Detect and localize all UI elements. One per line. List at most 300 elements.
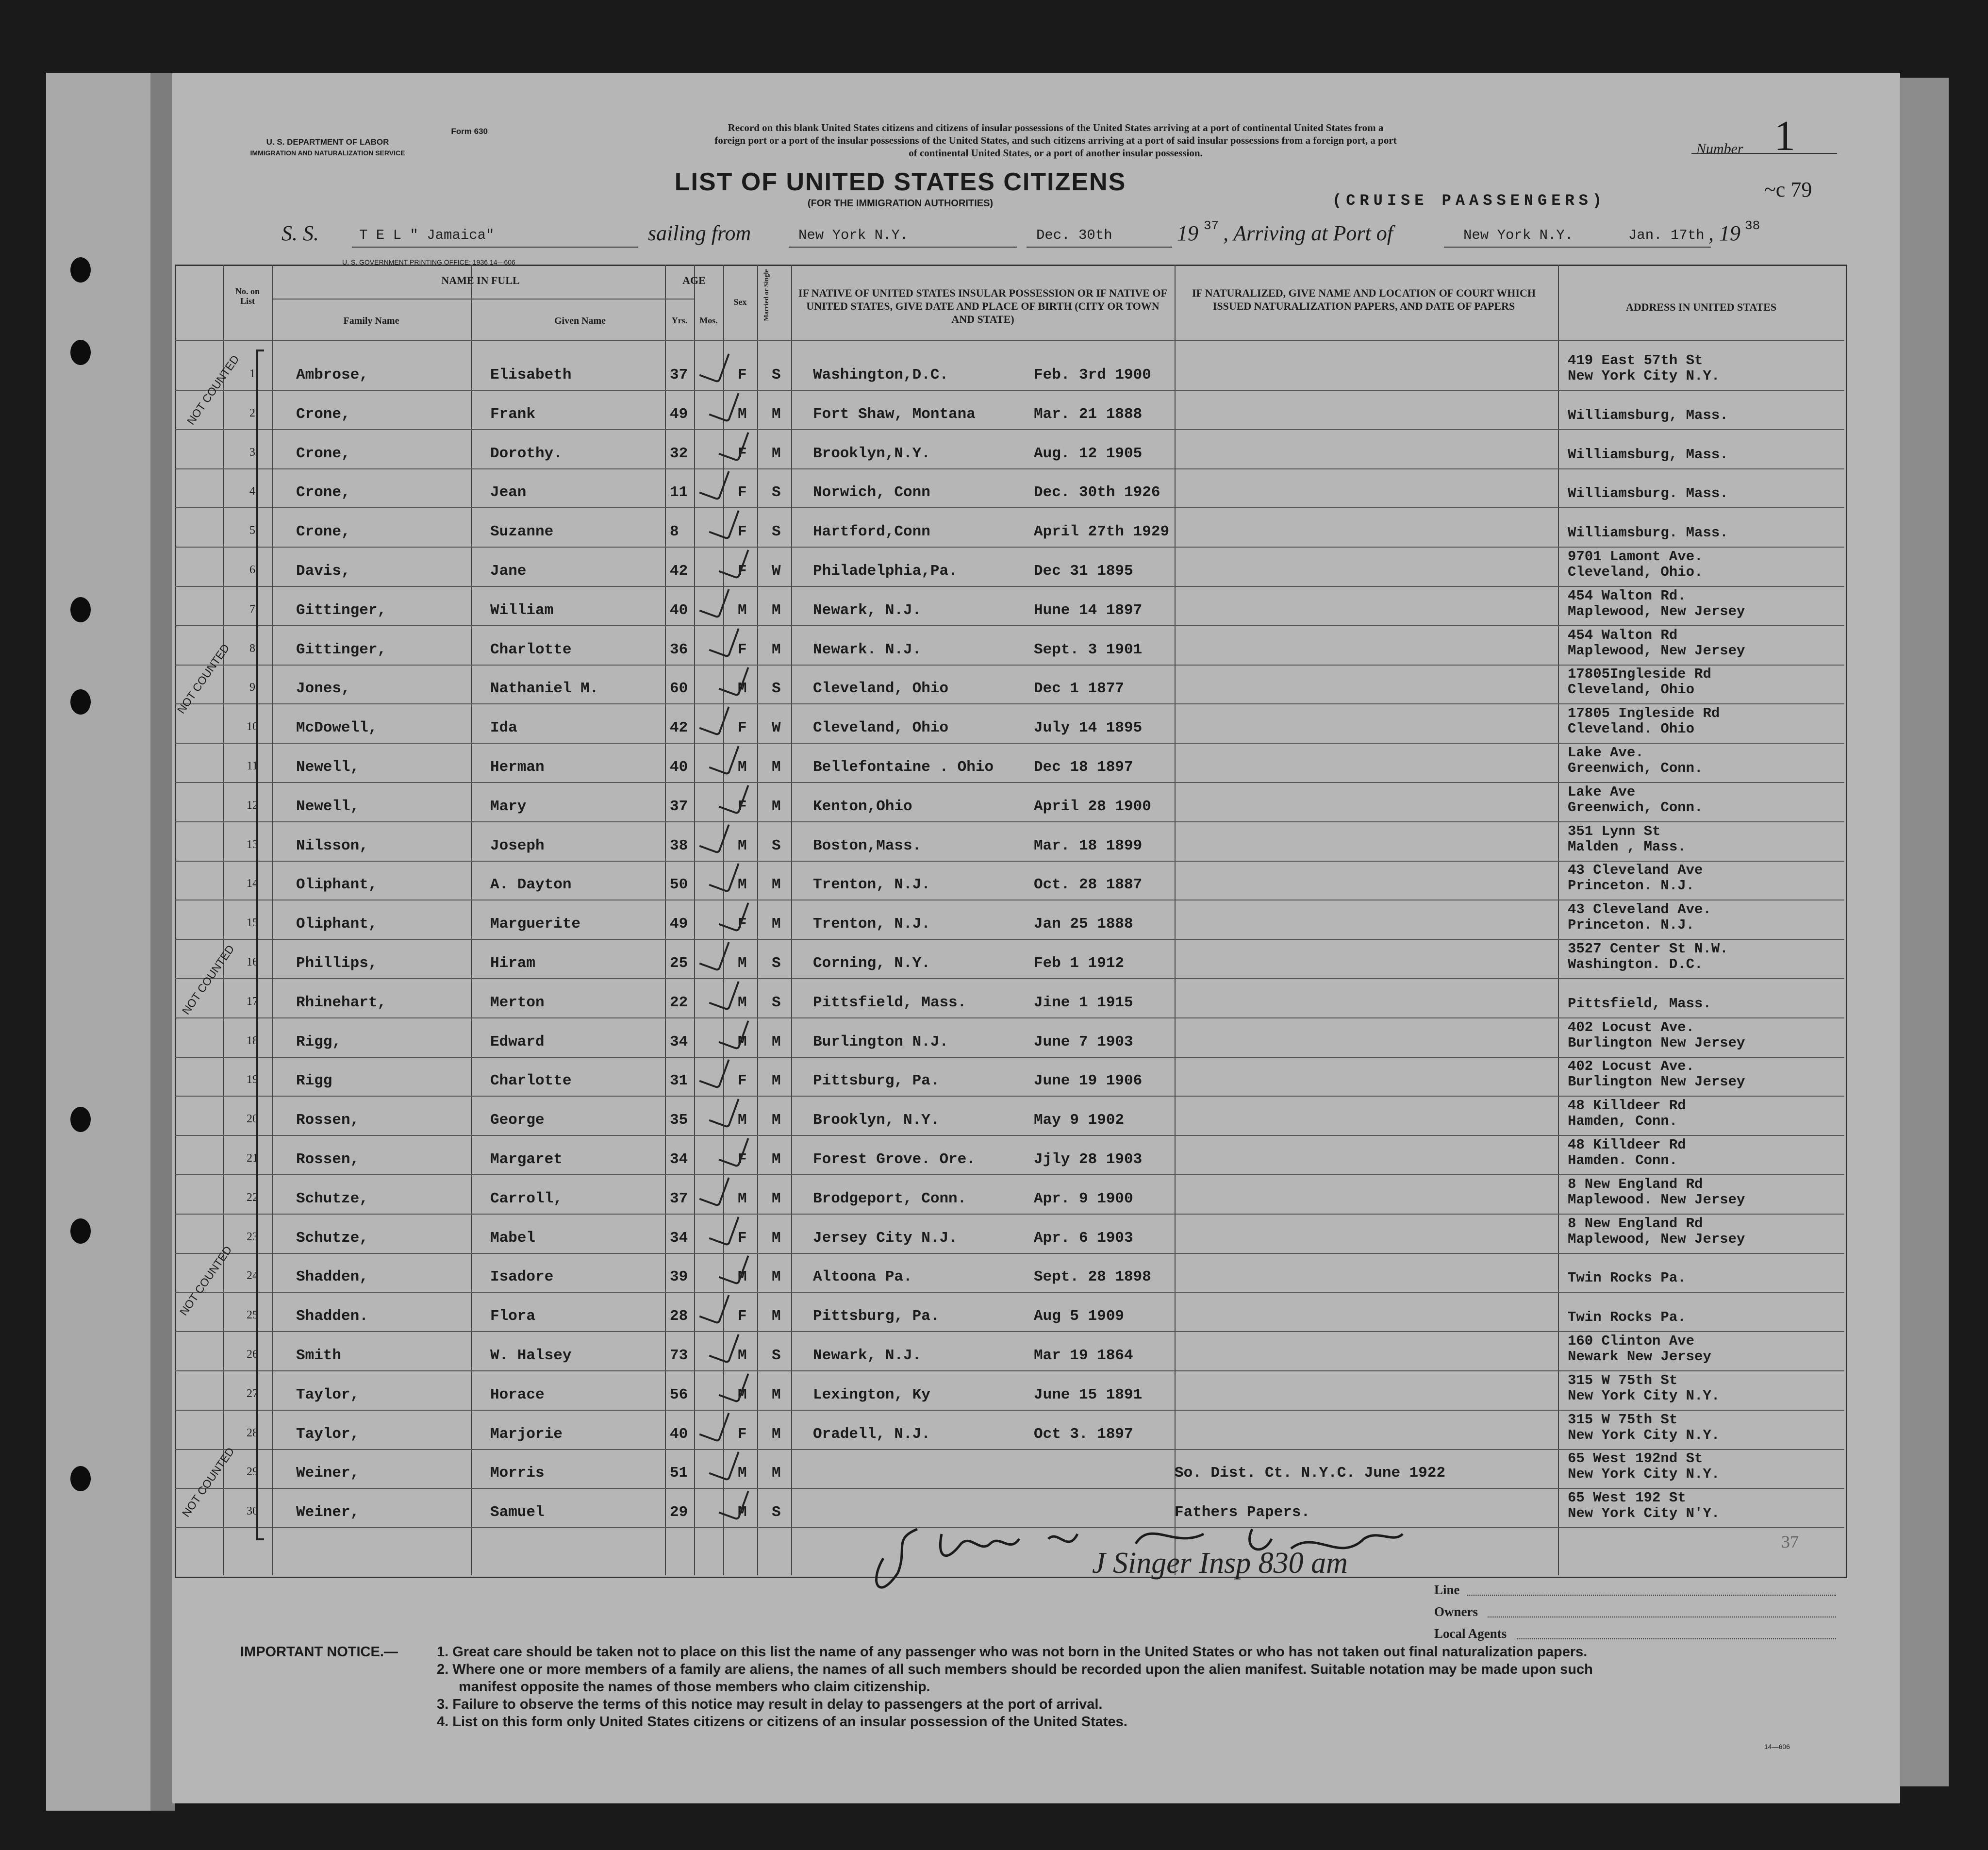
address-line-1: 160 Clinton Ave (1568, 1333, 1695, 1349)
marital-status-cell: M (772, 1033, 781, 1050)
marital-status-cell: S (772, 523, 781, 541)
not-counted-stamp: NOT COUNTED (179, 942, 237, 1017)
row-rule (175, 665, 1844, 666)
address-line-2: New York City N.Y. (1568, 1427, 1720, 1443)
birth-place-cell: Philadelphia,Pa. (813, 563, 958, 580)
address-line-2: Pittsfield, Mass. (1568, 995, 1711, 1012)
sex-cell: M (738, 1190, 747, 1207)
header-no-on-list: No. on List (235, 286, 260, 306)
family-name-cell: Schutze, (296, 1229, 368, 1247)
birth-date-cell: Oct. 28 1887 (1034, 876, 1143, 894)
birth-date-cell: Feb 1 1912 (1034, 955, 1125, 972)
address-line-1: 8 New England Rd (1568, 1176, 1703, 1192)
given-name-cell: Merton (490, 994, 545, 1011)
address-line-1: 17805 Ingleside Rd (1568, 705, 1720, 722)
column-divider (223, 265, 224, 1575)
birth-date-cell: June 15 1891 (1034, 1386, 1143, 1403)
marital-status-cell: M (772, 1072, 781, 1090)
sex-cell: M (738, 955, 747, 972)
margin-count: 37 (1781, 1532, 1799, 1551)
birth-date-cell: Jan 25 1888 (1034, 916, 1133, 933)
address-line-1: 454 Walton Rd. (1568, 587, 1686, 604)
address-line-1: 351 Lynn St (1568, 823, 1661, 839)
row-rule (175, 507, 1844, 508)
row-number: 17 (247, 995, 258, 1008)
given-name-cell: Carroll, (490, 1190, 563, 1207)
address-line-2: New York City N.Y. (1568, 368, 1720, 384)
row-number: 24 (247, 1269, 258, 1283)
handwritten-bracket (256, 350, 264, 1540)
punch-hole (70, 257, 91, 283)
age-cell: 11 (670, 484, 688, 501)
sex-cell: F (738, 1229, 747, 1247)
address-line-2: Burlington New Jersey (1568, 1034, 1745, 1051)
birth-place-cell: Brodgeport, Conn. (813, 1190, 967, 1207)
arrival-port: New York N.Y. (1463, 227, 1574, 243)
birth-date-cell: Mar 19 1864 (1034, 1347, 1133, 1364)
row-rule (175, 1253, 1844, 1254)
row-number: 14 (247, 877, 258, 890)
given-name-cell: Dorothy. (490, 445, 563, 462)
address-line-1: 17805Ingleside Rd (1568, 666, 1711, 683)
given-name-cell: Marguerite (490, 916, 581, 933)
punch-hole (70, 1218, 91, 1244)
age-cell: 34 (670, 1229, 688, 1247)
age-cell: 40 (670, 1425, 688, 1443)
family-name-cell: Gittinger, (296, 601, 387, 619)
line-underline (1467, 1595, 1836, 1596)
family-name-cell: Oliphant, (296, 876, 378, 894)
row-rule (175, 1292, 1844, 1293)
address-line-2: Greenwich, Conn. (1568, 760, 1703, 776)
row-rule (175, 978, 1844, 979)
departure-underline (789, 247, 1017, 248)
family-name-cell: Phillips, (296, 955, 378, 972)
birth-date-cell: Jjly 28 1903 (1034, 1151, 1143, 1168)
row-rule (175, 939, 1844, 940)
row-number: 30 (247, 1505, 258, 1518)
row-number: 15 (247, 917, 258, 930)
birth-place-cell: Trenton, N.J. (813, 916, 930, 933)
header-naturalized: IF NATURALIZED, GIVE NAME AND LOCATION OF COURT WHICH ISSUED NATURALIZATION PAPERS, AND DATE OF PAPERS (1192, 287, 1536, 312)
sex-cell: F (738, 641, 747, 658)
row-rule (175, 1135, 1844, 1136)
sex-cell: F (738, 445, 747, 462)
signature-text: J Singer Insp 830 am (1092, 1547, 1348, 1580)
sex-cell: M (738, 405, 747, 423)
age-cell: 49 (670, 916, 688, 933)
row-rule (175, 1331, 1844, 1332)
address-line-2: Washington. D.C. (1568, 956, 1703, 972)
birth-date-cell: Dec. 30th 1926 (1034, 484, 1160, 501)
family-name-cell: Oliphant, (296, 916, 378, 933)
row-number: 16 (247, 956, 258, 968)
row-rule (175, 625, 1844, 626)
row-number: 1 (249, 367, 255, 380)
family-name-cell: Rigg (296, 1072, 332, 1090)
sex-cell: F (738, 1308, 747, 1325)
family-name-cell: Gittinger, (296, 641, 387, 658)
birth-place-cell: Burlington N.J. (813, 1033, 949, 1050)
family-name-cell: Schutze, (296, 1190, 368, 1207)
notice-item-2: 2. Where one or more members of a family are aliens, the names of all such members should be recorded upon the alien manifest. Suitable notation may be made upon such (437, 1662, 1593, 1677)
age-cell: 60 (670, 680, 688, 698)
department-name: U. S. DEPARTMENT OF LABOR (266, 137, 389, 147)
age-cell: 40 (670, 601, 688, 619)
page-title: LIST OF UNITED STATES CITIZENS (674, 168, 1127, 196)
sex-cell: M (738, 837, 747, 854)
marital-status-cell: M (772, 1190, 781, 1207)
address-line-2: Williamsburg, Mass. (1568, 446, 1728, 463)
birth-place-cell: Altoona Pa. (813, 1268, 912, 1286)
header-years: Yrs. (671, 316, 688, 325)
birth-place-cell: Newark. N.J. (813, 641, 922, 658)
marital-status-cell: M (772, 798, 781, 815)
not-counted-stamp: NOT COUNTED (179, 1445, 237, 1519)
address-line-1: 48 Killdeer Rd (1568, 1098, 1686, 1114)
birth-date-cell: Apr. 6 1903 (1034, 1229, 1133, 1247)
row-rule (175, 1370, 1844, 1371)
marital-status-cell: M (772, 641, 781, 658)
sex-cell: F (738, 719, 747, 737)
row-number: 22 (247, 1191, 258, 1204)
sex-cell: F (738, 563, 747, 580)
address-line-2: Hamden, Conn. (1568, 1113, 1678, 1130)
header-rule (175, 340, 1844, 341)
address-line-1: 315 W 75th St (1568, 1372, 1678, 1388)
punch-hole (70, 689, 91, 715)
marital-status-cell: M (772, 1112, 781, 1129)
row-number: 3 (249, 446, 255, 459)
row-number: 18 (247, 1034, 258, 1047)
given-name-cell: Jane (490, 563, 527, 580)
header-months: Mos. (699, 316, 718, 325)
record-note-line: Record on this blank United States citizens and citizens of insular possessions of the United States arriving at a port of continental United States from a (728, 122, 1384, 133)
row-rule (175, 1017, 1844, 1018)
family-name-cell: Jones, (296, 680, 350, 698)
birth-date-cell: Oct 3. 1897 (1034, 1425, 1133, 1443)
age-cell: 37 (670, 1190, 688, 1207)
notice-item-4: 4. List on this form only United States citizens or citizens of an insular possession of the United States. (437, 1714, 1127, 1730)
row-rule (175, 586, 1844, 587)
address-line-2: Maplewood. New Jersey (1568, 1191, 1745, 1208)
record-instructions (415, 121, 1696, 159)
birth-place-cell: Newark, N.J. (813, 1347, 922, 1364)
given-name-cell: George (490, 1112, 545, 1129)
birth-date-cell: Dec 1 1877 (1034, 680, 1125, 698)
age-cell: 37 (670, 367, 688, 383)
age-cell: 73 (670, 1347, 688, 1364)
record-note-line: of continental United States, or a port of another insular possession. (909, 147, 1203, 159)
family-name-cell: Shadden. (296, 1308, 368, 1325)
row-rule (175, 821, 1844, 822)
row-number: 26 (247, 1348, 258, 1361)
sex-cell: F (738, 367, 747, 383)
row-number: 4 (249, 485, 255, 498)
family-name-cell: McDowell, (296, 719, 378, 737)
address-line-1: 8 New England Rd (1568, 1215, 1703, 1232)
address-line-1: 402 Locust Ave. (1568, 1058, 1695, 1075)
handwritten-note: ~c 79 (1764, 178, 1812, 201)
age-cell: 34 (670, 1151, 688, 1168)
header-married-single: Married or Single (763, 269, 770, 321)
family-name-cell: Rossen, (296, 1151, 360, 1168)
address-line-2: New York City N.Y. (1568, 1466, 1720, 1483)
marital-status-cell: M (772, 405, 781, 423)
column-divider (1558, 265, 1559, 1575)
given-name-cell: A. Dayton (490, 876, 572, 894)
sex-cell: F (738, 1425, 747, 1443)
address-line-2: Twin Rocks Pa. (1568, 1309, 1686, 1326)
family-name-cell: Crone, (296, 484, 350, 501)
punch-hole (70, 340, 91, 365)
owners-label: Owners (1434, 1604, 1478, 1619)
age-cell: 35 (670, 1112, 688, 1129)
family-name-cell: Rhinehart, (296, 994, 387, 1011)
sex-cell: F (738, 798, 747, 815)
marital-status-cell: W (772, 563, 781, 580)
sex-cell: M (738, 1112, 747, 1129)
given-name-cell: W. Halsey (490, 1347, 572, 1364)
sex-cell: M (738, 1347, 747, 1364)
family-name-cell: Newell, (296, 798, 360, 815)
marital-status-cell: S (772, 955, 781, 972)
birth-date-cell: Aug. 12 1905 (1034, 445, 1143, 462)
row-number: 11 (247, 760, 258, 772)
given-name-cell: Charlotte (490, 641, 572, 658)
given-name-cell: Mary (490, 798, 527, 815)
row-number: 25 (247, 1309, 258, 1322)
sex-cell: M (738, 994, 747, 1011)
given-name-cell: Joseph (490, 837, 545, 854)
row-number: 2 (249, 406, 255, 419)
birth-place-cell: Pittsburg, Pa. (813, 1072, 940, 1090)
age-cell: 51 (670, 1465, 688, 1482)
birth-place-cell: Kenton,Ohio (813, 798, 912, 815)
birth-place-cell: Corning, N.Y. (813, 955, 930, 972)
address-line-1: 454 Walton Rd (1568, 627, 1678, 643)
row-number: 7 (249, 602, 255, 616)
row-rule (175, 547, 1844, 548)
address-line-1: 48 Killdeer Rd (1568, 1137, 1686, 1153)
birth-date-cell: Hune 14 1897 (1034, 601, 1143, 619)
sex-cell: M (738, 680, 747, 698)
birth-place-cell: Brooklyn,N.Y. (813, 445, 930, 462)
marital-status-cell: S (772, 1347, 781, 1364)
given-name-cell: Isadore (490, 1268, 554, 1286)
ship-underline (352, 247, 638, 248)
address-line-2: New York City N.Y. (1568, 1387, 1720, 1404)
row-rule (175, 1488, 1844, 1489)
address-line-2: Williamsburg. Mass. (1568, 485, 1728, 502)
header-address: ADDRESS IN UNITED STATES (1625, 301, 1777, 313)
birth-date-cell: Jine 1 1915 (1034, 994, 1133, 1011)
age-cell: 29 (670, 1504, 688, 1521)
row-rule (175, 1410, 1844, 1411)
departure-year: 37 (1204, 218, 1219, 233)
not-counted-stamp: NOT COUNTED (174, 641, 232, 716)
marital-status-cell: M (772, 1465, 781, 1482)
marital-status-cell: S (772, 367, 781, 383)
given-name-cell: Charlotte (490, 1072, 572, 1090)
birth-date-cell: May 9 1902 (1034, 1112, 1125, 1129)
date-underline (1027, 247, 1172, 248)
age-cell: 37 (670, 798, 688, 815)
given-name-cell: Hiram (490, 955, 536, 972)
given-name-cell: Jean (490, 484, 527, 501)
birth-place-cell: Norwich, Conn (813, 484, 930, 501)
sex-cell: M (738, 1033, 747, 1050)
address-line-1: 3527 Center St N.W. (1568, 941, 1728, 957)
birth-date-cell: Mar. 21 1888 (1034, 405, 1143, 423)
given-name-cell: Morris (490, 1465, 545, 1482)
sex-cell: M (738, 1465, 747, 1482)
age-cell: 34 (670, 1033, 688, 1050)
arriving-label: , Arriving at Port of (1223, 221, 1393, 245)
form-number: Form 630 (451, 127, 488, 136)
given-name-cell: Horace (490, 1386, 545, 1403)
header-age: AGE (682, 274, 706, 286)
address-line-2: Hamden. Conn. (1568, 1152, 1678, 1168)
sex-cell: M (738, 876, 747, 894)
punch-hole (70, 1466, 91, 1491)
age-cell: 56 (670, 1386, 688, 1403)
birth-place-cell: Oradell, N.J. (813, 1425, 930, 1443)
agents-underline (1517, 1638, 1836, 1639)
number-label: Number (1696, 141, 1743, 157)
address-line-2: Twin Rocks Pa. (1568, 1270, 1686, 1286)
marital-status-cell: M (772, 445, 781, 462)
inspector-signature (864, 1500, 1422, 1602)
column-divider (757, 265, 758, 1575)
age-cell: 8 (670, 523, 679, 541)
sex-cell: F (738, 916, 747, 933)
column-divider (471, 265, 472, 1575)
row-number: 28 (247, 1426, 258, 1439)
notice-item-3: 3. Failure to observe the terms of this notice may result in delay to passengers at the port of arrival. (437, 1697, 1103, 1712)
given-name-cell: William (490, 601, 554, 619)
age-cell: 38 (670, 837, 688, 854)
row-rule (175, 743, 1844, 744)
age-cell: 36 (670, 641, 688, 658)
header-name-in-full: NAME IN FULL (441, 274, 520, 286)
age-cell: 49 (670, 405, 688, 423)
row-number: 19 (247, 1073, 258, 1086)
column-divider (791, 265, 792, 1575)
marital-status-cell: M (772, 1268, 781, 1286)
birth-date-cell: June 7 1903 (1034, 1033, 1133, 1050)
family-name-cell: Newell, (296, 759, 360, 776)
age-cell: 22 (670, 994, 688, 1011)
address-line-2: Cleveland, Ohio. (1568, 564, 1703, 580)
family-name-cell: Crone, (296, 523, 350, 541)
record-note-line: foreign port or a port of the insular possessions of the United States, and such citizens arriving at a port of said insular possessions from a foreign port, a port (714, 134, 1397, 146)
family-name-cell: Rossen, (296, 1112, 360, 1129)
not-counted-stamp: NOT COUNTED (184, 352, 242, 427)
column-divider (694, 265, 695, 1575)
birth-place-cell: Pittsburg, Pa. (813, 1308, 940, 1325)
header-sex: Sex (733, 297, 747, 307)
age-cell: 28 (670, 1308, 688, 1325)
marital-status-cell: W (772, 719, 781, 737)
family-name-cell: Crone, (296, 445, 350, 462)
marital-status-cell: M (772, 1229, 781, 1247)
given-name-cell: Herman (490, 759, 545, 776)
address-line-2: Williamsburg. Mass. (1568, 525, 1728, 541)
address-line-2: Maplewood, New Jersey (1568, 1231, 1745, 1247)
row-rule (175, 1449, 1844, 1450)
marital-status-cell: M (772, 1386, 781, 1403)
birth-date-cell: Apr. 9 1900 (1034, 1190, 1133, 1207)
address-line-1: 315 W 75th St (1568, 1411, 1678, 1428)
address-line-1: 402 Locust Ave. (1568, 1019, 1695, 1035)
cruise-note: (CRUISE PAASSENGERS) (1332, 192, 1607, 210)
departure-date: Dec. 30th (1036, 227, 1112, 243)
row-number: 27 (247, 1387, 258, 1400)
birth-place-cell: Fort Shaw, Montana (813, 405, 976, 423)
row-number: 10 (247, 720, 258, 733)
family-name-cell: Taylor, (296, 1386, 360, 1403)
family-name-cell: Weiner, (296, 1504, 360, 1521)
birth-place-cell: Cleveland, Ohio (813, 680, 949, 698)
family-name-cell: Weiner, (296, 1465, 360, 1482)
sailing-from-label: sailing from (648, 221, 751, 245)
family-name-cell: Nilsson, (296, 837, 368, 854)
given-name-cell: Mabel (490, 1229, 536, 1247)
given-name-cell: Marjorie (490, 1425, 563, 1443)
birth-date-cell: Dec 31 1895 (1034, 563, 1133, 580)
address-line-1: 65 West 192nd St (1568, 1450, 1703, 1467)
given-name-cell: Suzanne (490, 523, 554, 541)
birth-place-cell: Lexington, Ky (813, 1386, 930, 1403)
age-cell: 32 (670, 445, 688, 462)
address-line-2: Maplewood, New Jersey (1568, 603, 1745, 619)
ship-name: T E L " Jamaica" (359, 227, 495, 243)
family-name-cell: Rigg, (296, 1033, 342, 1050)
birth-date-cell: April 28 1900 (1034, 798, 1151, 815)
family-name-cell: Shadden, (296, 1268, 368, 1286)
number-value: 1 (1774, 113, 1795, 160)
birth-place-cell: Jersey City N.J. (813, 1229, 958, 1247)
address-line-2: New York City N'Y. (1568, 1505, 1720, 1522)
row-number: 8 (249, 642, 255, 655)
row-rule (175, 782, 1844, 783)
marital-status-cell: M (772, 1308, 781, 1325)
age-cell: 39 (670, 1268, 688, 1286)
row-number: 5 (249, 524, 255, 537)
row-number: 29 (247, 1466, 258, 1479)
birth-place-cell: Bellefontaine . Ohio (813, 759, 994, 776)
family-name-cell: Smith (296, 1347, 342, 1364)
sex-cell: M (738, 601, 747, 619)
address-line-2: Burlington New Jersey (1568, 1074, 1745, 1090)
marital-status-cell: M (772, 876, 781, 894)
address-line-2: Malden , Mass. (1568, 838, 1686, 855)
birth-date-cell: Dec 18 1897 (1034, 759, 1133, 776)
arrival-year-prefix: , 19 (1708, 221, 1740, 245)
header-family-name: Family Name (343, 316, 399, 326)
arrival-date: Jan. 17th (1628, 227, 1705, 243)
row-rule (175, 429, 1844, 430)
page-subtitle: (FOR THE IMMIGRATION AUTHORITIES) (807, 198, 994, 209)
given-name-cell: Elisabeth (490, 367, 572, 383)
address-line-2: Williamsburg, Mass. (1568, 407, 1728, 423)
column-divider (665, 265, 666, 1575)
row-rule (175, 1214, 1844, 1215)
address-line-1: Lake Ave (1568, 783, 1636, 800)
binder-backing (46, 73, 150, 1811)
birth-place-cell: Forest Grove. Ore. (813, 1151, 976, 1168)
